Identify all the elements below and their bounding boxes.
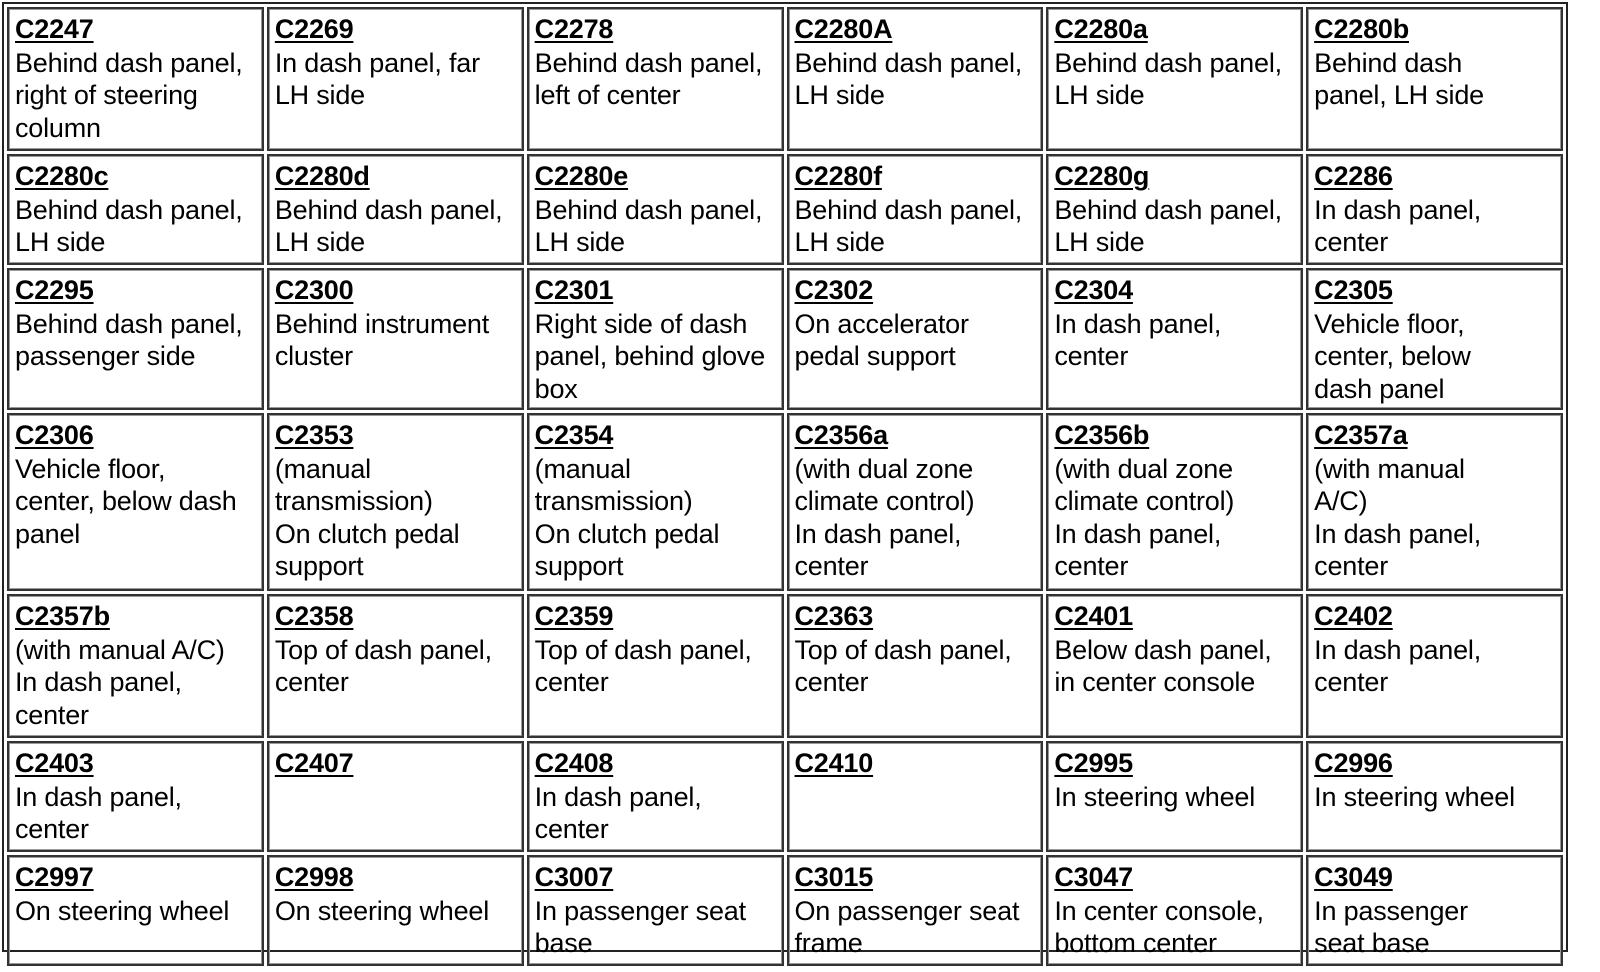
connector-code-link[interactable]: C2278	[534, 14, 614, 44]
connector-code-link[interactable]: C2353	[274, 420, 354, 450]
connector-cell	[7, 413, 264, 591]
connector-cell	[1306, 7, 1563, 151]
connector-location: Right side of dash panel, behind glove box	[534, 308, 766, 404]
connector-code-link[interactable]: C2997	[15, 862, 94, 892]
connector-cell	[527, 7, 784, 151]
connector-location: (manual transmission) On clutch pedal support	[534, 453, 720, 581]
connector-location: In dash panel, center	[534, 781, 702, 844]
connector-cell	[267, 154, 524, 265]
connector-code-link[interactable]: C2280A	[794, 14, 893, 44]
connector-location: (with dual zone climate control) In dash panel, center	[1054, 453, 1235, 581]
connector-cell	[267, 268, 524, 410]
connector-cell	[527, 594, 784, 738]
connector-location: Behind dash panel, LH side	[274, 194, 503, 257]
connector-code-link[interactable]: C2995	[1054, 748, 1133, 778]
connector-code-link[interactable]: C2996	[1314, 748, 1393, 778]
connector-cell	[7, 7, 264, 151]
connector-code-link[interactable]: C2269	[274, 14, 354, 44]
connector-location: Behind dash panel, left of center	[534, 47, 763, 110]
connector-cell	[7, 594, 264, 738]
connector-cell	[527, 741, 784, 852]
connector-cell	[267, 7, 524, 151]
connector-code-link[interactable]: C2247	[15, 14, 94, 44]
connector-code-link[interactable]: C2357a	[1314, 420, 1408, 450]
connector-cell	[1046, 7, 1303, 151]
connector-code-link[interactable]: C2358	[274, 601, 354, 631]
connector-cell	[7, 268, 264, 410]
connector-code-link[interactable]: C2280c	[15, 161, 109, 191]
connector-location: Behind dash panel, LH side	[1054, 194, 1282, 257]
connector-code-link[interactable]: C2410	[794, 748, 874, 778]
connector-code-link[interactable]: C3007	[534, 862, 614, 892]
connector-code-link[interactable]: C2280d	[274, 161, 370, 191]
connector-cell	[787, 413, 1044, 591]
connector-location: On steering wheel	[274, 895, 490, 926]
connector-location: Below dash panel, in center console	[1054, 634, 1272, 697]
connector-location: In dash panel, center	[15, 781, 182, 844]
connector-cell	[7, 741, 264, 852]
connector-location: Behind dash panel, LH side	[1314, 47, 1484, 110]
connector-code-link[interactable]: C2998	[274, 862, 354, 892]
connector-cell	[1046, 154, 1303, 265]
connector-location: (with dual zone climate control) In dash panel, center	[794, 453, 975, 581]
connector-location: Behind dash panel, LH side	[15, 194, 243, 257]
connector-cell	[1306, 268, 1563, 410]
connector-code-link[interactable]: C2408	[534, 748, 614, 778]
connector-code-link[interactable]: C2280e	[534, 161, 629, 191]
connector-location: Behind instrument cluster	[274, 308, 490, 371]
connector-location: Behind dash panel, passenger side	[15, 308, 243, 371]
connector-cell	[1046, 741, 1303, 852]
connector-code-link[interactable]: C3047	[1054, 862, 1133, 892]
connector-location: (manual transmission) On clutch pedal support	[274, 453, 460, 581]
connector-location: On passenger seat frame	[794, 895, 1020, 958]
connector-code-link[interactable]: C2354	[534, 420, 614, 450]
connector-code-link[interactable]: C2401	[1054, 601, 1133, 631]
connector-code-link[interactable]: C2301	[534, 275, 614, 305]
connector-location-table	[2, 2, 1568, 958]
connector-cell	[7, 855, 264, 966]
connector-location: (with manual A/C) In dash panel, center	[1314, 453, 1481, 581]
connector-cell	[1046, 413, 1303, 591]
connector-location: In dash panel, center	[1314, 194, 1481, 257]
connector-code-link[interactable]: C2280f	[794, 161, 882, 191]
connector-cell	[527, 413, 784, 591]
connector-cell	[527, 154, 784, 265]
connector-location: Top of dash panel, center	[274, 634, 492, 697]
connector-location: In dash panel, center	[1054, 308, 1222, 371]
connector-location: Behind dash panel, right of steering column	[15, 47, 243, 143]
connector-code-link[interactable]: C2306	[15, 420, 94, 450]
connector-code-link[interactable]: C2402	[1314, 601, 1393, 631]
connector-code-link[interactable]: C2280a	[1054, 14, 1148, 44]
connector-location: (with manual A/C) In dash panel, center	[15, 634, 225, 730]
connector-cell	[267, 741, 524, 852]
connector-cell	[787, 7, 1044, 151]
connector-code-link[interactable]: C2356b	[1054, 420, 1150, 450]
connector-code-link[interactable]: C2363	[794, 601, 874, 631]
connector-cell	[787, 154, 1044, 265]
connector-location: Behind dash panel, LH side	[794, 47, 1023, 110]
connector-cell	[787, 741, 1044, 852]
connector-cell	[267, 413, 524, 591]
connector-location: Vehicle floor, center, below dash panel	[1314, 308, 1471, 404]
connector-location: In passenger seat base	[534, 895, 746, 958]
connector-code-link[interactable]: C2280g	[1054, 161, 1150, 191]
connector-location: Behind dash panel, LH side	[534, 194, 763, 257]
connector-location: In dash panel, center	[1314, 634, 1481, 697]
connector-cell	[1046, 855, 1303, 966]
connector-code-link[interactable]: C2304	[1054, 275, 1133, 305]
connector-code-link[interactable]: C2300	[274, 275, 354, 305]
connector-location: On accelerator pedal support	[794, 308, 969, 371]
connector-code-link[interactable]: C2305	[1314, 275, 1393, 305]
connector-cell	[267, 855, 524, 966]
connector-cell	[1306, 741, 1563, 852]
connector-location: In dash panel, far LH side	[274, 47, 480, 110]
connector-location: In steering wheel	[1314, 781, 1515, 812]
connector-code-link[interactable]: C2280b	[1314, 14, 1410, 44]
connector-cell	[1046, 594, 1303, 738]
connector-code-link[interactable]: C2286	[1314, 161, 1393, 191]
connector-location: In center console, bottom center	[1054, 895, 1264, 958]
connector-code-link[interactable]: C2357b	[15, 601, 110, 631]
connector-cell	[787, 855, 1044, 966]
connector-code-link[interactable]: C2359	[534, 601, 614, 631]
connector-location: Top of dash panel, center	[534, 634, 752, 697]
connector-location: Vehicle floor, center, below dash panel	[15, 453, 237, 549]
connector-cell	[7, 154, 264, 265]
connector-cell	[267, 594, 524, 738]
connector-location: Behind dash panel, LH side	[1054, 47, 1282, 110]
connector-cell	[1046, 268, 1303, 410]
connector-code-link[interactable]: C2295	[15, 275, 94, 305]
connector-code-link[interactable]: C2407	[274, 748, 354, 778]
connector-cell	[527, 855, 784, 966]
connector-location: In steering wheel	[1054, 781, 1256, 812]
connector-code-link[interactable]: C2356a	[794, 420, 888, 450]
connector-code-link[interactable]: C3015	[794, 862, 874, 892]
connector-code-link[interactable]: C3049	[1314, 862, 1393, 892]
connector-cell	[1306, 154, 1563, 265]
connector-location: In passenger seat base	[1314, 895, 1468, 958]
connector-cell	[1306, 855, 1563, 966]
connector-cell	[787, 268, 1044, 410]
connector-code-link[interactable]: C2403	[15, 748, 94, 778]
connector-location: On steering wheel	[15, 895, 230, 926]
connector-cell	[1306, 594, 1563, 738]
connector-cell	[1306, 413, 1563, 591]
connector-cell	[787, 594, 1044, 738]
connector-location: Top of dash panel, center	[794, 634, 1012, 697]
connector-location: Behind dash panel, LH side	[794, 194, 1023, 257]
connector-code-link[interactable]: C2302	[794, 275, 874, 305]
connector-cell	[527, 268, 784, 410]
